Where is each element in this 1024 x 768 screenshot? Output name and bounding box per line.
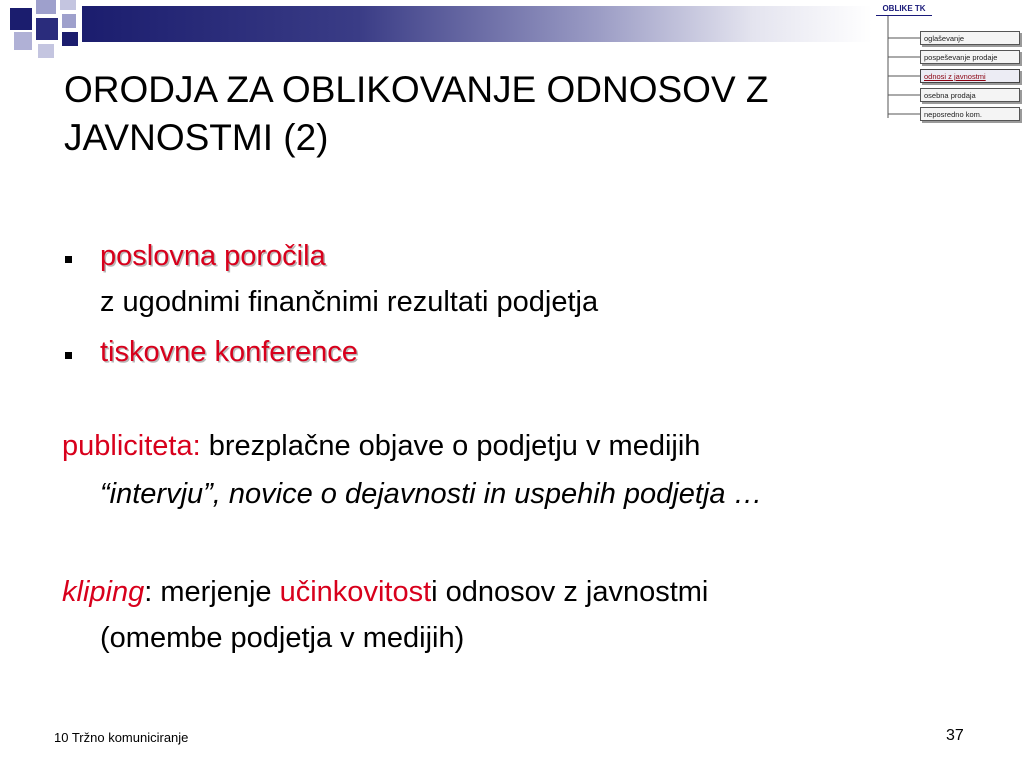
publicity-line (62, 428, 700, 464)
bullet-label-2: tiskovne konference (100, 336, 358, 368)
slide-title-line-2: JAVNOSTMI (2) (64, 117, 329, 158)
diagram-item-ogla: oglaševanje (920, 31, 1020, 45)
publicity-example: “intervju”, novice o dejavnosti in uspehih podjetja … (100, 478, 763, 510)
diagram-item-neposredno: neposredno kom. (920, 107, 1020, 121)
kliping-line-2: (omembe podjetja v medijih) (100, 622, 465, 654)
slide-title (64, 66, 964, 162)
kliping-term: kliping (62, 576, 145, 608)
diagram-item-odnosi-active: odnosi z javnostmi (920, 69, 1020, 83)
kliping-highlight: učinkovitost (279, 576, 432, 608)
diagram-connector-lines (880, 16, 924, 124)
publicity-term: publiciteta: (62, 430, 201, 462)
diagram-item-osebna: osebna prodaja (920, 88, 1020, 102)
diagram-item-pospesevanje: pospeševanje prodaje (920, 50, 1020, 64)
decor-square-lavender-4 (62, 14, 76, 28)
bullet-detail-1: z ugodnimi finančnimi rezultati podjetja (100, 286, 599, 318)
kliping-line (62, 574, 708, 610)
kliping-colon-text: : merjenje (144, 576, 280, 608)
decor-square-lavender-5 (38, 44, 54, 58)
decor-square-navy-2 (36, 18, 58, 40)
footer-course-label: 10 Tržno komuniciranje (54, 730, 189, 745)
decor-square-lavender-3 (14, 32, 32, 50)
publicity-definition: brezplačne objave o podjetju v medijih (200, 430, 701, 462)
decor-square-lavender-2 (60, 0, 76, 10)
kliping-rest: i odnosov z javnostmi (431, 576, 709, 608)
diagram-title: OBLIKE TK (882, 4, 926, 13)
decor-square-navy-1 (10, 8, 32, 30)
decor-square-navy-3 (62, 32, 78, 46)
decor-square-lavender-1 (36, 0, 56, 14)
slide-title-line-1: ORODJA ZA OBLIKOVANJE ODNOSOV Z (64, 69, 769, 110)
bullet-label-1: poslovna poročila (100, 240, 326, 272)
bullet-marker-2 (65, 352, 72, 359)
page-number: 37 (946, 727, 964, 744)
header-gradient-bar (82, 6, 872, 42)
bullet-marker-1 (65, 256, 72, 263)
